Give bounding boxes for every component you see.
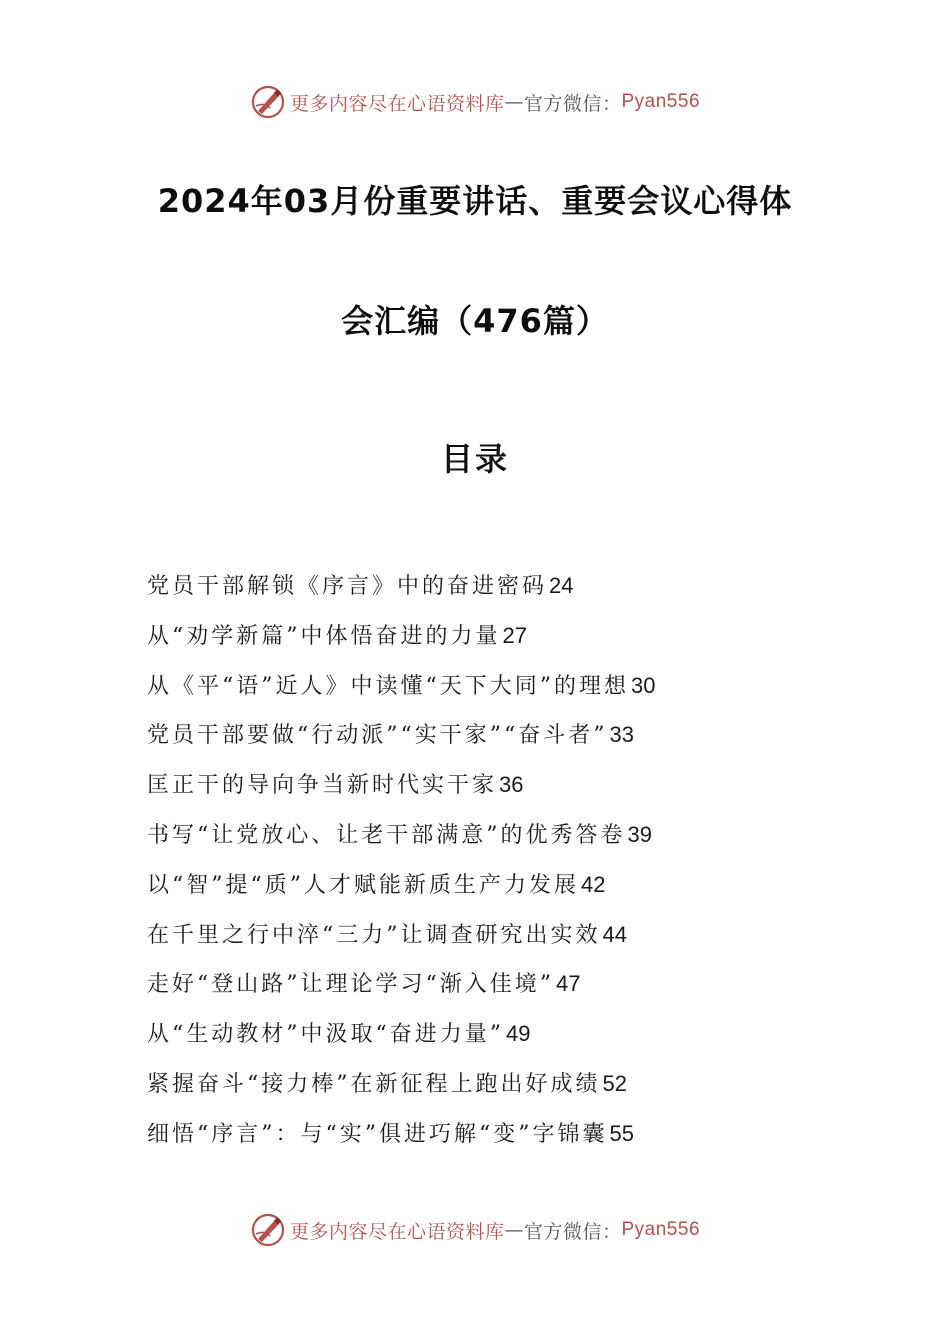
- watermark-main-text: 更多内容尽在心语资料库: [289, 92, 505, 115]
- toc-entry-title: 细悟“序言”：与“实”俱进巧解“变”字锦囊: [147, 1121, 608, 1147]
- watermark-main-text: 更多内容尽在心语资料库: [289, 1220, 505, 1243]
- toc-entry-page: 47: [556, 971, 581, 997]
- toc-entry: [147, 717, 655, 767]
- toc-entry-page: 39: [627, 821, 652, 847]
- toc-entry-page: 30: [631, 672, 656, 698]
- toc-entry: [147, 668, 655, 718]
- toc-entry: [147, 817, 655, 867]
- toc-entry: [147, 568, 655, 618]
- toc-entry-title: 走好“登山路”让理论学习“渐入佳境”: [147, 972, 554, 998]
- toc-entry-page: 52: [602, 1070, 627, 1096]
- toc-entry-title: 从“劝学新篇”中体悟奋进的力量: [147, 623, 501, 649]
- watermark-footer: [0, 1212, 950, 1248]
- toc-heading: 目录: [440, 440, 509, 478]
- toc-entry-title: 书写“让党放心、让老干部满意”的优秀答卷: [147, 822, 626, 848]
- document-title-line2: 会汇编（476篇）: [341, 302, 609, 340]
- watermark-dash: —: [504, 91, 524, 113]
- toc-entry-page: 55: [609, 1120, 634, 1146]
- toc-entry-title: 在千里之行中淬“三力”让调查研究出实效: [147, 922, 601, 948]
- table-of-contents: [147, 568, 655, 1166]
- toc-entry-page: 49: [506, 1021, 531, 1047]
- toc-entry-title: 紧握奋斗“接力棒”在新征程上跑出好成绩: [147, 1071, 601, 1097]
- toc-entry: [147, 1116, 655, 1166]
- watermark-sub-text: 官方微信：: [523, 92, 622, 115]
- toc-entry: [147, 618, 655, 668]
- pen-logo-icon: [250, 84, 286, 120]
- watermark-header: [0, 84, 950, 120]
- toc-entry: [147, 966, 655, 1016]
- toc-entry: [147, 917, 655, 967]
- toc-entry-title: 党员干部解锁《序言》中的奋进密码: [147, 574, 548, 599]
- toc-entry-page: 42: [581, 871, 606, 897]
- watermark-wechat-id: Pyan556: [621, 91, 701, 112]
- toc-entry: [147, 767, 655, 817]
- toc-entry-title: 从《平“语”近人》中读懂“天下大同”的理想: [147, 673, 629, 699]
- toc-entry-page: 36: [499, 772, 524, 798]
- toc-entry-page: 44: [602, 921, 627, 947]
- toc-entry-title: 从“生动教材”中汲取“奋进力量”: [147, 1022, 504, 1048]
- pen-logo-icon: [250, 1212, 286, 1248]
- watermark-sub-text: 官方微信：: [523, 1220, 622, 1243]
- toc-entry-title: 以“智”提“质”人才赋能新质生产力发展: [147, 872, 579, 898]
- toc-entry-title: 党员干部要做“行动派”“实干家”“奋斗者”: [147, 723, 608, 749]
- toc-entry-title: 匡正干的导向争当新时代实干家: [147, 773, 498, 799]
- watermark-dash: —: [504, 1219, 524, 1241]
- toc-entry-page: 27: [502, 622, 527, 648]
- toc-entry: [147, 1066, 655, 1116]
- toc-entry-page: 33: [609, 722, 634, 748]
- watermark-wechat-id: Pyan556: [621, 1219, 701, 1240]
- toc-entry: [147, 1016, 655, 1066]
- toc-entry: [147, 867, 655, 917]
- document-title-line1: 2024年03月份重要讲话、重要会议心得体: [157, 182, 793, 220]
- toc-entry-page: 24: [549, 573, 574, 598]
